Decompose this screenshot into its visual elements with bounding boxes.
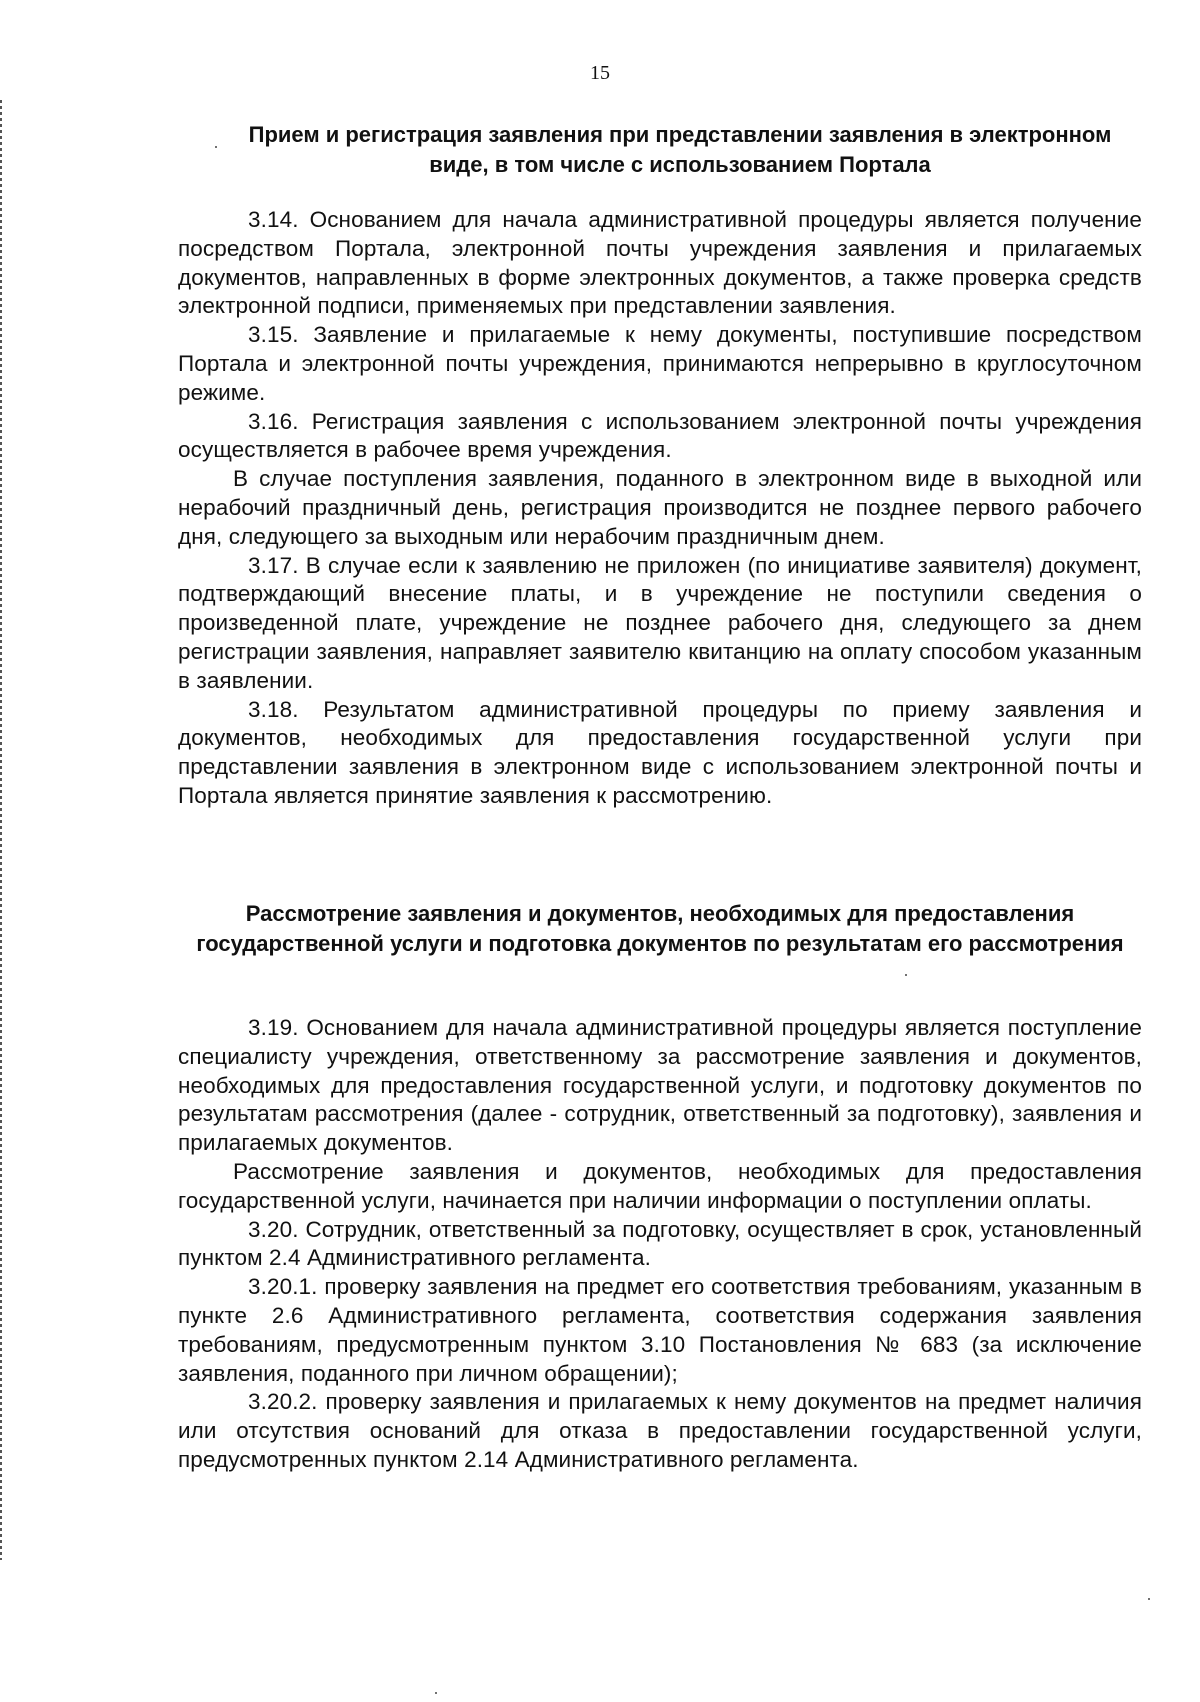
page-number: 15: [590, 62, 610, 84]
paragraph-3-14: 3.14. Основанием для начала административной процедуры является получение посредством Портала, электронной почты учреждения заявления и прилагаемых документов, направленных в форме электронных документов, а также проверка средств электронной подписи, применяемых при представлении заявления.: [178, 207, 1142, 319]
paragraph-3-20: 3.20. Сотрудник, ответственный за подготовку, осуществляет в срок, установленный пунктом 2.4 Административного регламента.: [178, 1216, 1142, 1271]
scan-speck: [435, 1692, 437, 1694]
paragraph-3-15: 3.15. Заявление и прилагаемые к нему документы, поступившие посредством Портала и электронной почты учреждения, принимаются непрерывно в круглосуточном режиме.: [178, 322, 1142, 405]
section-heading-reception: Прием и регистрация заявления при представлении заявления в электронном виде, в том числе с использованием Портала: [248, 122, 1112, 177]
paragraph-3-20-2: 3.20.2. проверку заявления и прилагаемых к нему документов на предмет наличия или отсутствия оснований для отказа в предоставлении государственной услуги, предусмотренных пунктом 2.14 Административного регламента.: [178, 1389, 1142, 1472]
scan-edge-mark: [0, 100, 2, 1560]
section-heading-review: Рассмотрение заявления и документов, необходимых для предоставления государственной услуги и подготовка документов по результатам его рассмотрения: [196, 901, 1124, 956]
paragraph-review-start: Рассмотрение заявления и документов, необходимых для предоставления государственной услуги, начинается при наличии информации о поступлении оплаты.: [178, 1158, 1142, 1213]
paragraph-holiday-registration: В случае поступления заявления, поданного в электронном виде в выходной или нерабочий праздничный день, регистрация производится не позднее первого рабочего дня, следующего за выходным или нерабочим праздничным днем.: [178, 466, 1142, 549]
paragraph-3-19: 3.19. Основанием для начала административной процедуры является поступление специалисту учреждения, ответственному за рассмотрение заявления и документов, необходимых для предоставления государственной услуги, и подготовку документов по результатам рассмотрения (далее - сотрудник, ответственный за подготовку), заявления и прилагаемых документов.: [178, 1015, 1142, 1156]
paragraph-3-20-1: 3.20.1. проверку заявления на предмет его соответствия требованиям, указанным в пункте 2.6 Административного регламента, соответствия содержания заявления требованиям, предусмотренным пунктом 3.10 Постановления № 683 (за исключение заявления, поданного при личном обращении);: [178, 1274, 1142, 1386]
scan-speck: [215, 146, 217, 148]
section-body-reception: [178, 206, 1142, 811]
section-body-review: [178, 1014, 1142, 1475]
paragraph-3-17: 3.17. В случае если к заявлению не приложен (по инициативе заявителя) документ, подтверждающий внесение платы, и в учреждение не поступили сведения о произведенной плате, учреждение не позднее рабочего дня, следующего за днем регистрации заявления, направляет заявителю квитанцию на оплату способом указанным в заявлении.: [178, 552, 1142, 693]
paragraph-3-18: 3.18. Результатом административной процедуры по приему заявления и документов, необходимых для предоставления государственной услуги при представлении заявления в электронном виде с использованием электронной почты и Портала является принятие заявления к рассмотрению.: [178, 696, 1142, 808]
scan-speck: [1148, 1598, 1150, 1600]
paragraph-3-16: 3.16. Регистрация заявления с использованием электронной почты учреждения осуществляется в рабочее время учреждения.: [178, 408, 1142, 463]
scan-speck: [905, 974, 907, 976]
